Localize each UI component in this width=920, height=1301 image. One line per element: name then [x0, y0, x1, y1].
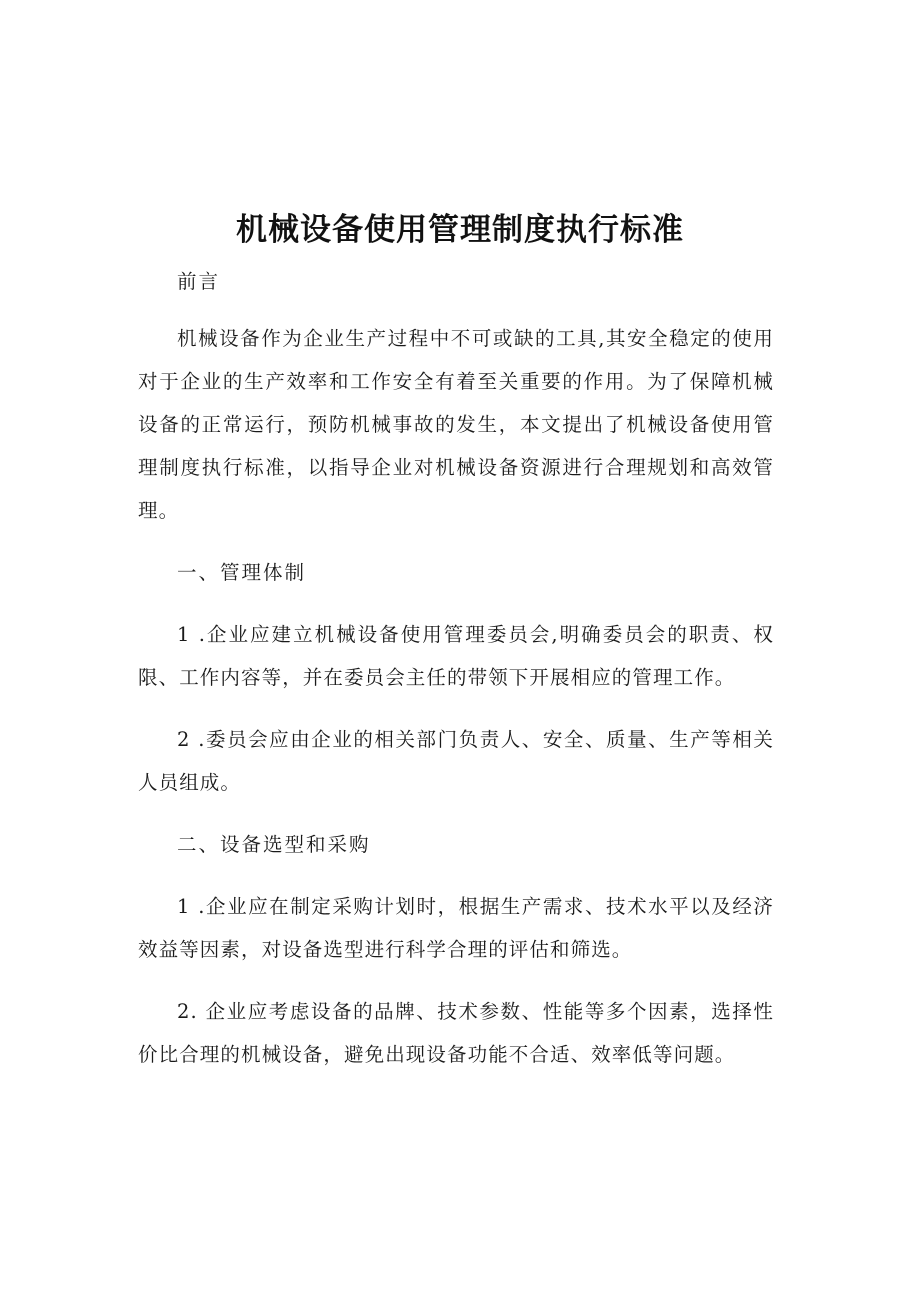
document-title: 机械设备使用管理制度执行标准 [236, 212, 684, 248]
document-body [138, 260, 774, 1076]
section-heading-management: 一、管理体制 [177, 561, 307, 584]
preface-paragraph: 机械设备作为企业生产过程中不可或缺的工具,其安全稳定的使用对于企业的生产效率和工作安全有着至关重要的作用。为了保障机械设备的正常运行，预防机械事故的发生，本文提出了机械设备使用管理制度执行标准，以指导企业对机械设备资源进行合理规划和高效管理。 [138, 327, 774, 522]
section-heading-selection: 二、设备选型和采购 [177, 833, 371, 856]
section-1-item-2: 2 .委员会应由企业的相关部门负责人、安全、质量、生产等相关人员组成。 [138, 728, 774, 794]
section-1-item-1: 1 .企业应建立机械设备使用管理委员会,明确委员会的职责、权限、工作内容等，并在委员会主任的带领下开展相应的管理工作。 [138, 623, 774, 689]
section-2-item-2: 2. 企业应考虑设备的品牌、技术参数、性能等多个因素，选择性价比合理的机械设备，避免出现设备功能不合适、效率低等问题。 [138, 1000, 774, 1066]
section-2-item-1: 1 .企业应在制定采购计划时，根据生产需求、技术水平以及经济效益等因素，对设备选型进行科学合理的评估和筛选。 [138, 895, 774, 961]
preface-heading: 前言 [177, 270, 221, 293]
